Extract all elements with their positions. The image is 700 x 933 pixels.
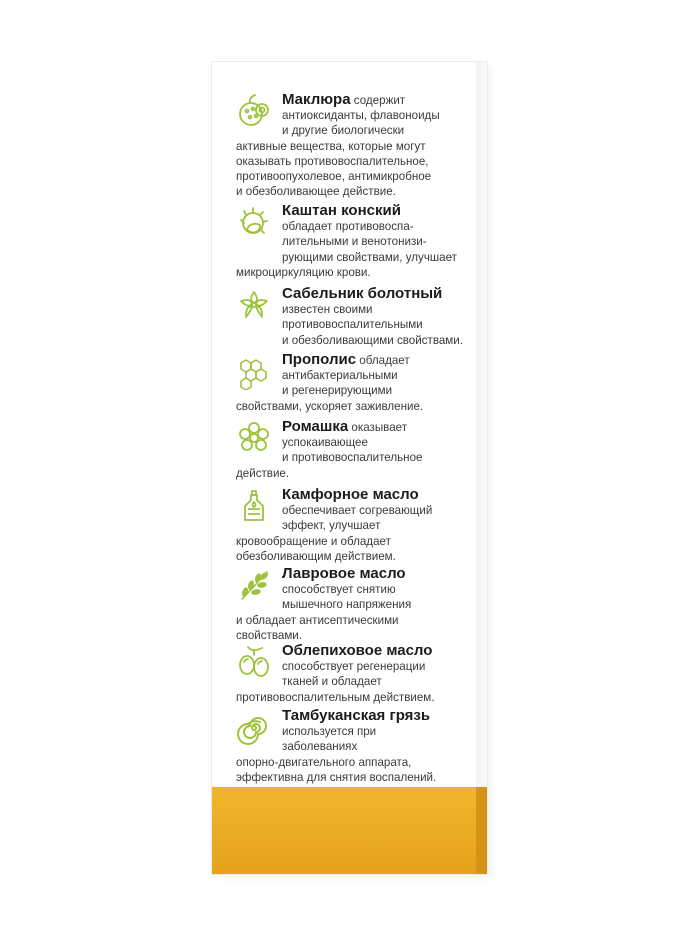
ingredient-chestnut: Каштан конский обладает противовоспа- лительными и венотонизи- рующими свойствами, улучшает микроциркуляцию крови. xyxy=(236,202,457,279)
ingredient-camphor-oil: Камфорное масло обеспечивает согревающий эффект, улучшает кровообращение и обладает обезболивающим действием. xyxy=(236,486,433,563)
ingredient-cinquefoil: Сабельник болотный известен своими противовоспалительными и обезболивающими свойствами. xyxy=(236,286,476,348)
mud-spiral-icon xyxy=(236,708,272,746)
maclura-fruit-icon xyxy=(236,92,272,130)
ingredient-tambukan-mud: Тамбуканская грязь используется при заболеваниях опорно-двигательного аппарата, эффективна для снятия воспалений. xyxy=(236,707,437,784)
ingredient-name: Каштан конский xyxy=(282,202,401,219)
yellow-band xyxy=(212,787,487,874)
laurel-branch-icon xyxy=(236,566,272,604)
ingredient-name: Ромашка xyxy=(282,418,349,435)
ingredient-name: Тамбуканская грязь xyxy=(282,707,431,724)
chestnut-icon xyxy=(236,203,272,241)
box-side-edge xyxy=(476,62,487,874)
sea-buckthorn-icon xyxy=(236,643,272,681)
ingredient-laurel-oil: Лавровое масло способствует снятию мышечного напряжения и обладает антисептическими свойствами. xyxy=(236,565,412,642)
ingredient-name: Облепиховое масло xyxy=(282,642,433,659)
chamomile-icon xyxy=(236,419,272,457)
ingredient-chamomile: Ромашка оказывает успокаивающее и противовоспалительное действие. xyxy=(236,418,423,480)
ingredient-name: Лавровое масло xyxy=(282,565,406,582)
ingredient-name: Прополис xyxy=(282,351,357,368)
ingredient-name: Сабельник болотный xyxy=(282,285,443,302)
yellow-band-side xyxy=(476,787,487,874)
ingredient-propolis: Прополис обладает антибактериальными и регенерирующими свойствами, ускоряет заживление. xyxy=(236,351,424,413)
honeycomb-icon xyxy=(236,352,272,390)
oil-bottle-icon xyxy=(236,487,272,525)
ingredient-sea-buckthorn-oil: Облепиховое масло способствует регенерации тканей и обладает противовоспалительным действием. xyxy=(236,642,435,704)
ingredient-name: Камфорное масло xyxy=(282,486,419,503)
ingredient-name: Маклюра xyxy=(282,91,351,108)
cinquefoil-flower-icon xyxy=(236,286,272,324)
ingredient-maclura: Маклюра содержит антиоксиданты, флавоноиды и другие биологически активные вещества, которые могут оказывать противовоспалительное, противоопухолевое, антимикробное и обезболивающее действие. xyxy=(236,91,440,199)
